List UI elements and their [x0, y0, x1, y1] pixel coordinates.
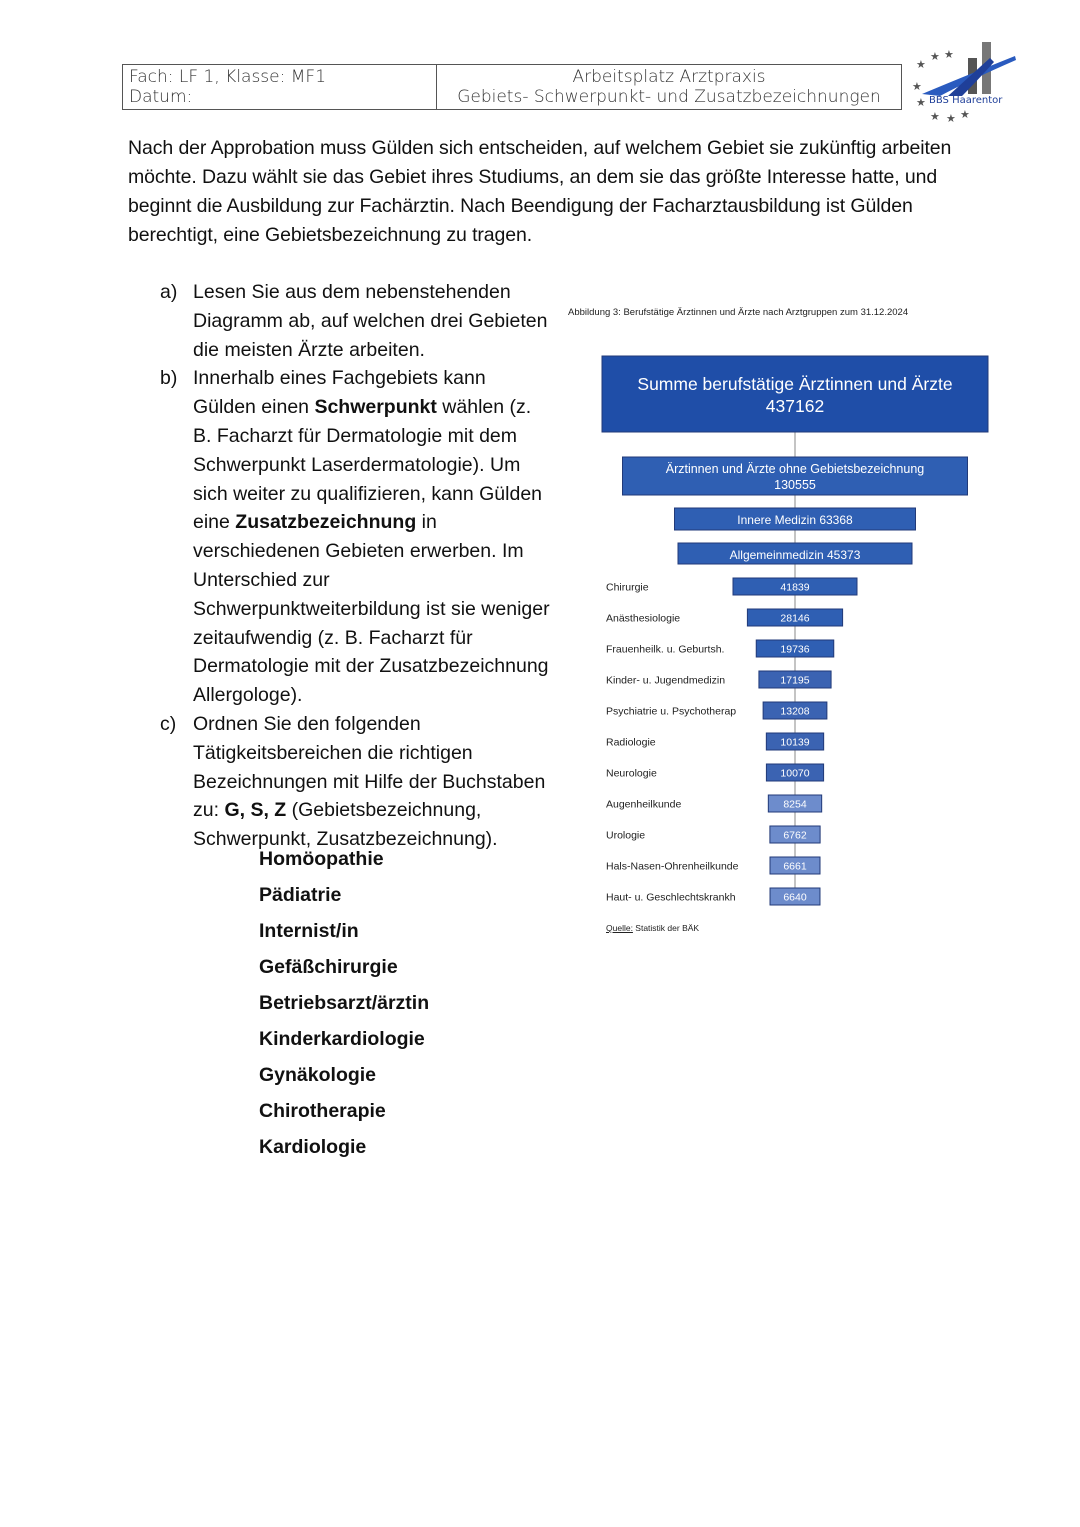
total-value: 437162	[765, 396, 825, 416]
category-label: Haut- u. Geschlechtskrankh	[606, 891, 736, 904]
logo-star-icon: ★	[960, 109, 970, 121]
category-label: Hals-Nasen-Ohrenheilkunde	[606, 860, 739, 873]
total-label: Summe berufstätige Ärztinnen und Ärzte	[637, 374, 953, 394]
term-list	[259, 841, 429, 1165]
task-b-text: wählen (z. B. Facharzt für Dermatologie mit dem Schwerpunkt Laserdermatologie). Um sich weiter zu qualifizieren, kann Gülden eine	[193, 396, 543, 534]
total-box	[602, 356, 988, 432]
category-label: Radiologie	[606, 736, 656, 749]
category-value-label: 13208	[780, 705, 810, 718]
category-value-label: 10070	[780, 767, 810, 780]
top-group-label: Ärztinnen und Ärzte ohne Gebietsbezeichnung	[665, 462, 925, 476]
logo-star-icon: ★	[930, 51, 940, 63]
chart-title: Abbildung 3: Berufstätige Ärztinnen und Ärzte nach Arztgruppen zum 31.12.2024	[568, 307, 909, 318]
task-a	[160, 278, 550, 364]
category-label: Frauenheilk. u. Geburtsh.	[606, 643, 725, 656]
term-item: Gynäkologie	[259, 1064, 377, 1086]
term-item: Gefäßchirurgie	[259, 956, 398, 978]
term-item: Chirotherapie	[259, 1100, 386, 1122]
logo-star-icon: ★	[930, 111, 940, 123]
category-value-label: 41839	[780, 581, 810, 594]
term-item: Kardiologie	[259, 1136, 367, 1158]
task-b-text: Innerhalb eines Fachgebiets kann Gülden einen	[193, 367, 486, 419]
header-right-cell	[437, 65, 901, 109]
task-c-text: Ordnen Sie den folgenden Tätigkeitsbereichen die richtigen Bezeichnungen mit Hilfe der Buchstaben zu:	[193, 712, 546, 822]
top-group-label: Innere Medizin 63368	[737, 513, 853, 527]
logo-star-icon: ★	[944, 49, 954, 61]
category-label: Psychiatrie u. Psychotherap	[606, 705, 737, 718]
category-label: Kinder- u. Jugendmedizin	[606, 674, 726, 687]
top-group-label: Allgemeinmedizin 45373	[729, 548, 861, 562]
term-zusatzbezeichnung: Zusatzbezeichnung	[235, 511, 417, 534]
logo-star-icon: ★	[912, 81, 922, 93]
document-title: Arbeitsplatz Arztpraxis	[572, 67, 766, 87]
document-subtitle: Gebiets- Schwerpunkt- und Zusatzbezeichnungen	[457, 87, 881, 107]
physician-chart	[560, 300, 1000, 950]
category-label: Augenheilkunde	[606, 798, 682, 811]
task-a-label: a)	[160, 281, 178, 303]
letters-gsz: G, S, Z	[224, 799, 287, 822]
task-list	[160, 278, 550, 854]
term-item: Betriebsarzt/ärztin	[259, 992, 430, 1014]
subject-label: Fach: LF 1, Klasse: MF1	[129, 67, 327, 87]
source-label: Quelle:	[606, 923, 633, 933]
header-table	[122, 64, 902, 110]
category-value-label: 10139	[780, 736, 810, 749]
category-value-label: 19736	[780, 643, 810, 656]
term-item: Pädiatrie	[259, 884, 342, 906]
source-text: Statistik der BÄK	[632, 923, 700, 933]
header-left-cell	[123, 65, 437, 109]
category-value-label: 28146	[780, 612, 810, 625]
task-c	[160, 710, 550, 854]
category-label: Chirurgie	[606, 581, 649, 594]
term-schwerpunkt: Schwerpunkt	[314, 396, 437, 419]
chart-source	[606, 923, 699, 933]
category-value-label: 8254	[783, 798, 807, 811]
category-label: Urologie	[606, 829, 646, 842]
term-item: Homöopathie	[259, 848, 384, 870]
task-b	[160, 364, 550, 710]
task-b-label: b)	[160, 367, 178, 390]
category-label: Neurologie	[606, 767, 657, 780]
logo-text: BBS Haarentor	[929, 95, 1003, 106]
category-label: Anästhesiologie	[606, 612, 681, 625]
task-b-text: in verschiedenen Gebieten erwerben. Im Unterschied zur Schwerpunktweiterbildung ist sie weniger zeitaufwendig (z. B. Facharzt für Dermatologie mit der Zusatzbezeichnung Allergologe).	[193, 511, 550, 707]
logo-star-icon: ★	[946, 113, 956, 125]
task-a-text: Lesen Sie aus dem nebenstehenden Diagramm ab, auf welchen drei Gebieten die meisten Ärzte arbeiten.	[193, 281, 548, 361]
term-item: Kinderkardiologie	[259, 1028, 425, 1050]
top-group-value: 130555	[774, 478, 816, 492]
category-value-label: 6640	[783, 891, 807, 904]
date-label: Datum:	[129, 87, 193, 107]
task-c-text: (Gebietsbezeichnung, Schwerpunkt, Zusatzbezeichnung).	[193, 799, 498, 851]
term-item: Internist/in	[259, 920, 359, 942]
category-value-label: 17195	[780, 674, 810, 687]
task-c-label: c)	[160, 712, 177, 735]
logo-star-icon: ★	[916, 59, 926, 71]
intro-paragraph: Nach der Approbation muss Gülden sich entscheiden, auf welchem Gebiet sie zukünftig arbeiten möchte. Dazu wählt sie das Gebiet ihres Studiums, an dem sie das größte Interesse hatte, und beginnt die Ausbildung zur Fachärztin. Nach Beendigung der Facharztausbildung ist Gülden berechtigt, eine Gebietsbezeichnung zu tragen.	[128, 137, 952, 246]
logo-star-icon: ★	[916, 97, 926, 109]
category-value-label: 6661	[783, 860, 807, 873]
school-logo	[910, 38, 1025, 128]
category-value-label: 6762	[783, 829, 807, 842]
